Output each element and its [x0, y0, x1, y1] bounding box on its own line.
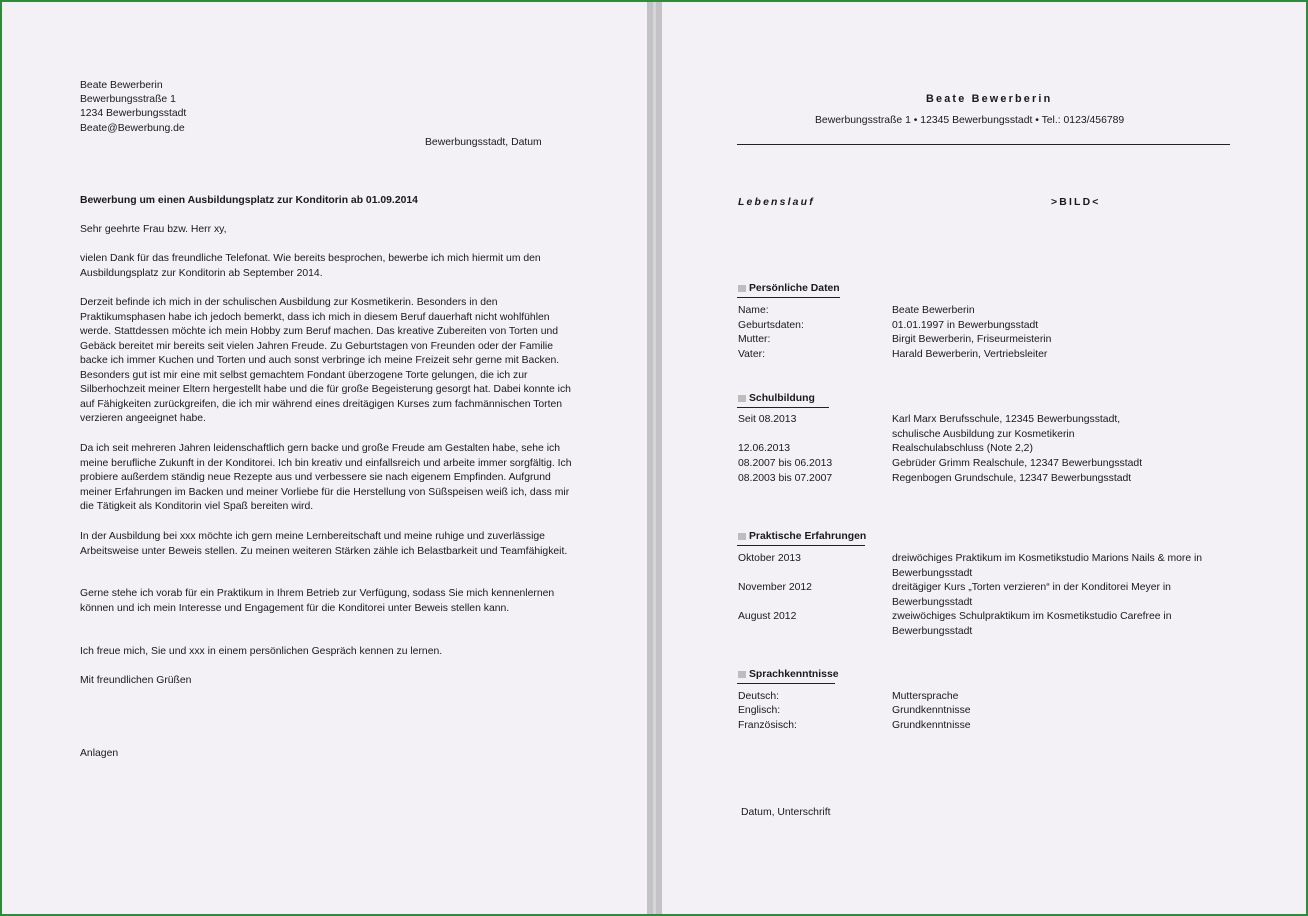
practical-label: Oktober 2013	[738, 553, 801, 564]
personal-label: Name:	[738, 305, 769, 316]
school-label: 08.2007 bis 06.2013	[738, 458, 833, 469]
section-heading-label: Praktische Erfahrungen	[749, 531, 867, 542]
section-heading-label: Persönliche Daten	[749, 283, 840, 294]
practical-label: November 2012	[738, 582, 812, 593]
section-heading-practical	[737, 530, 865, 546]
school-value: schulische Ausbildung zur Kosmetikerin	[892, 429, 1075, 440]
practical-value: Bewerbungsstadt	[892, 568, 973, 579]
personal-value: Harald Bewerberin, Vertriebsleiter	[892, 349, 1048, 360]
language-value: Grundkenntnisse	[892, 720, 971, 731]
closing: Mit freundlichen Grüßen	[80, 675, 192, 686]
section-heading-label: Sprachkenntnisse	[749, 669, 839, 680]
language-label: Deutsch:	[738, 691, 780, 702]
school-value: Regenbogen Grundschule, 12347 Bewerbungsstadt	[892, 473, 1132, 484]
school-label: 08.2003 bis 07.2007	[738, 473, 833, 484]
personal-label: Geburtsdaten:	[738, 320, 804, 331]
language-value: Grundkenntnisse	[892, 705, 971, 716]
signature-line: Datum, Unterschrift	[741, 807, 831, 818]
school-value: Realschulabschluss (Note 2,2)	[892, 443, 1033, 454]
letter-paragraph: vielen Dank für das freundliche Telefonat. Wie bereits besprochen, bewerbe ich mich hiermit um den Ausbildungsplatz zur Konditorin ab September 2014.	[80, 253, 541, 279]
place-date: Bewerbungsstadt, Datum	[425, 137, 542, 148]
practical-value: Bewerbungsstadt	[892, 597, 973, 608]
letter-paragraph: Derzeit befinde ich mich in der schulischen Ausbildung zur Kosmetikerin. Besonders in den Praktikumsphasen habe ich jedoch bemerkt, dass ich mich in diesem Beruf dauerhaft nicht wohlfühlen werde. Stattdessen möchte ich mein Hobby zum Beruf machen. Das kreative Zubereiten von Torten und Gebäck bereitet mir bereits seit vielen Jahren Freude. Zu Geburtstagen von Freunden oder der Familie backe ich immer Kuchen und Torten und auch sonst verbringe ich meine Freizeit sehr gerne mit Backen. Besonders gut ist mir eine mit selbst gemachtem Fondant überzogene Torte gelungen, die ich zur Silberhochzeit meiner Eltern hergestellt habe und die für große Begeisterung gesorgt hat. Dabei konnte ich auf Fähigkeiten zurückgreifen, die ich mir während eines dreitägigen Kurses zum fachmännischen Torten verzieren angeeignet habe.	[80, 297, 571, 424]
practical-value: zweiwöchiges Schulpraktikum im Kosmetikstudio Carefree in	[892, 611, 1172, 622]
practical-value: dreitägiger Kurs „Torten verzieren“ in der Konditorei Meyer in	[892, 582, 1171, 593]
gutter-divider	[653, 2, 656, 914]
sender-name: Beate Bewerberin	[80, 80, 163, 91]
section-marker-icon	[738, 533, 746, 540]
cv-header-name: Beate Bewerberin	[926, 93, 1053, 105]
school-label: 12.06.2013	[738, 443, 791, 454]
personal-value: Birgit Bewerberin, Friseurmeisterin	[892, 334, 1052, 345]
cover-letter-page	[2, 2, 647, 914]
section-heading-school	[737, 392, 829, 408]
cv-page	[662, 2, 1306, 914]
document-frame	[2, 2, 1306, 914]
personal-value: 01.01.1997 in Bewerbungsstadt	[892, 320, 1039, 331]
cv-title: Lebenslauf	[738, 197, 815, 208]
school-label: Seit 08.2013	[738, 414, 797, 425]
photo-placeholder: >BILD<	[1051, 197, 1101, 208]
letter-paragraph: Gerne stehe ich vorab für ein Praktikum in Ihrem Betrieb zur Verfügung, sodass Sie mich kennenlernen können und ich mein Interesse und Engagement für die Konditorei unter Beweis stellen kann.	[80, 588, 555, 614]
section-heading-label: Schulbildung	[749, 393, 815, 404]
language-value: Muttersprache	[892, 691, 959, 702]
page-gutter	[647, 2, 662, 914]
cv-header-contact: Bewerbungsstraße 1 • 12345 Bewerbungsstadt • Tel.: 0123/456789	[815, 115, 1125, 126]
section-marker-icon	[738, 285, 746, 292]
sender-street: Bewerbungsstraße 1	[80, 94, 176, 105]
section-marker-icon	[738, 671, 746, 678]
language-label: Französisch:	[738, 720, 797, 731]
section-marker-icon	[738, 395, 746, 402]
letter-paragraph: Ich freue mich, Sie und xxx in einem persönlichen Gespräch kennen zu lernen.	[80, 646, 443, 657]
school-value: Gebrüder Grimm Realschule, 12347 Bewerbungsstadt	[892, 458, 1143, 469]
language-label: Englisch:	[738, 705, 781, 716]
letter-paragraph: In der Ausbildung bei xxx möchte ich gern meine Lernbereitschaft und meine ruhige und zuverlässige Arbeitsweise unter Beweis stellen. Zu meinen weiteren Stärken zähle ich Belastbarkeit und Teamfähigkeit.	[80, 531, 568, 557]
school-value: Karl Marx Berufsschule, 12345 Bewerbungsstadt,	[892, 414, 1121, 425]
personal-value: Beate Bewerberin	[892, 305, 975, 316]
personal-label: Vater:	[738, 349, 765, 360]
section-heading-languages	[737, 668, 839, 684]
practical-label: August 2012	[738, 611, 797, 622]
section-heading-personal	[737, 282, 840, 298]
practical-value: Bewerbungsstadt	[892, 626, 973, 637]
letter-subject: Bewerbung um einen Ausbildungsplatz zur Konditorin ab 01.09.2014	[80, 195, 418, 206]
sender-city: 1234 Bewerbungsstadt	[80, 108, 187, 119]
header-rule	[737, 144, 1230, 145]
sender-email: Beate@Bewerbung.de	[80, 123, 185, 134]
personal-label: Mutter:	[738, 334, 771, 345]
letter-paragraph: Da ich seit mehreren Jahren leidenschaftlich gern backe und große Freude am Gestalten habe, sehe ich meine berufliche Zukunft in der Konditorei. Ich bin kreativ und einfallsreich und arbeite immer sorgfältig. Ich probiere außerdem ständig neue Rezepte aus und verbessere sie nach eigenem Empfinden. Aufgrund meiner Erfahrungen im Backen und meiner Vorliebe für die Herstellung von Süßspeisen weiß ich, dass mir die Tätigkeit als Konditorin viel Spaß bereiten wird.	[80, 443, 572, 512]
attachments: Anlagen	[80, 748, 119, 759]
salutation: Sehr geehrte Frau bzw. Herr xy,	[80, 224, 227, 235]
practical-value: dreiwöchiges Praktikum im Kosmetikstudio Marions Nails & more in	[892, 553, 1203, 564]
